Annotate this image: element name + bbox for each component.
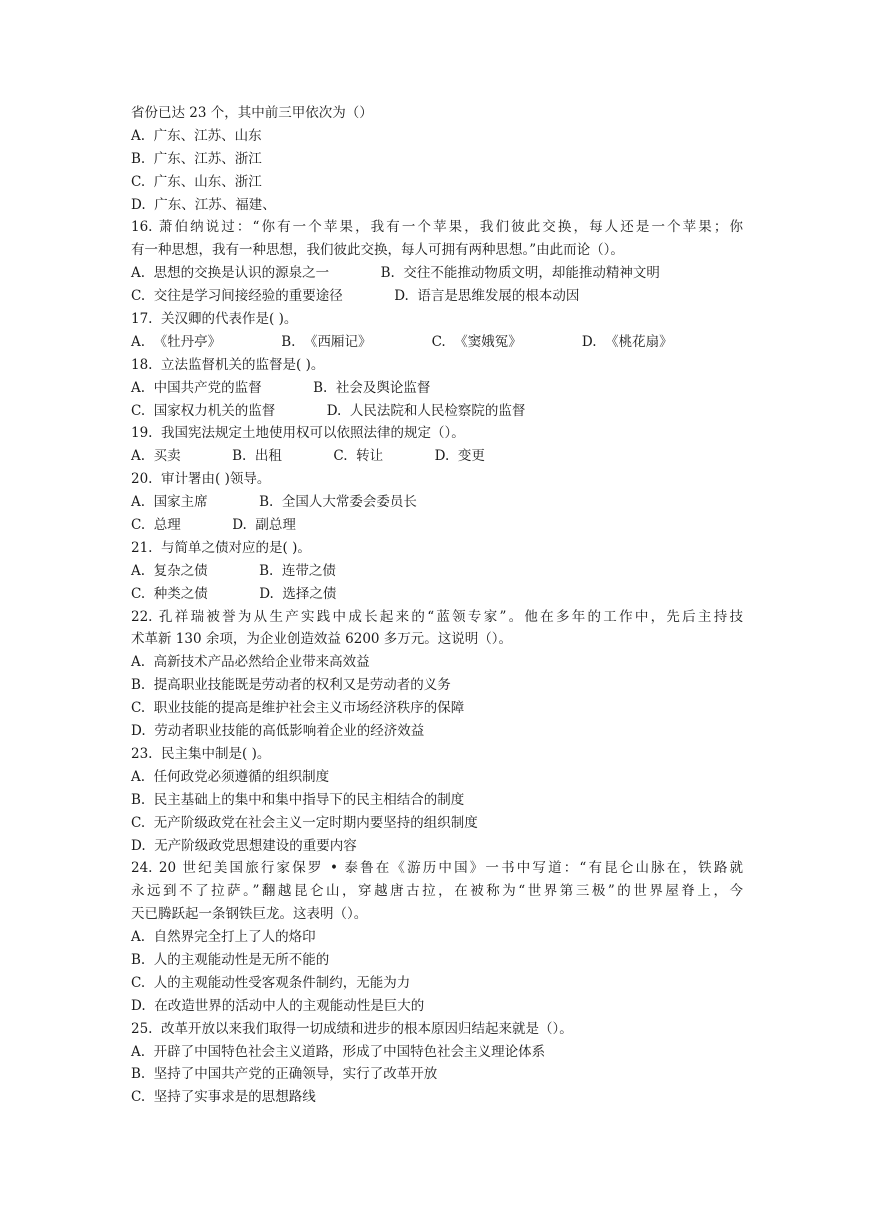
question-text: 21. 与简单之债对应的是( )。 (131, 539, 311, 556)
question-text: 术革新 130 余项，为企业创造效益 6200 多万元。这说明（）。 (131, 631, 513, 648)
answer-option: A. 买卖 B. 出租 C. 转让 D. 变更 (131, 448, 485, 465)
answer-option: A. 广东、江苏、山东 (131, 127, 262, 144)
answer-option: C. 人的主观能动性受客观条件制约，无能为力 (131, 974, 411, 991)
answer-option: C. 国家权力机关的监督 D. 人民法院和人民检察院的监督 (131, 402, 526, 419)
answer-option: A. 思想的交换是认识的源泉之一 B. 交往不能推动物质文明，却能推动精神文明 (131, 265, 660, 282)
answer-option: D. 在改造世界的活动中人的主观能动性是巨大的 (131, 997, 425, 1014)
answer-option: A. 开辟了中国特色社会主义道路，形成了中国特色社会主义理论体系 (131, 1043, 546, 1060)
answer-option: A. 中国共产党的监督 B. 社会及舆论监督 (131, 379, 431, 396)
question-text: 16. 萧伯纳说过：“你有一个苹果，我有一个苹果，我们彼此交换，每人还是一个苹果；你 (131, 219, 743, 236)
question-text: 20. 审计署由( )领导。 (131, 471, 271, 488)
answer-option: A. 复杂之债 B. 连带之债 (131, 562, 336, 579)
answer-option: B. 人的主观能动性是无所不能的 (131, 951, 330, 968)
question-text: 24. 20 世纪美国旅行家保罗 • 泰鲁在《游历中国》一书中写道：“有昆仑山脉在，铁路就 (131, 860, 743, 877)
answer-option: A. 任何政党必须遵循的组织制度 (131, 768, 330, 785)
answer-option: A. 《牡丹亭》 B. 《西厢记》 C. 《窦娥冤》 D. 《桃花扇》 (131, 333, 673, 350)
answer-option: B. 提高职业技能既是劳动者的权利又是劳动者的义务 (131, 677, 451, 694)
answer-option: C. 坚持了实事求是的思想路线 (131, 1089, 316, 1106)
question-text: 18. 立法监督机关的监督是( )。 (131, 356, 325, 373)
question-text: 省份已达 23 个，其中前三甲依次为（） (131, 105, 373, 121)
question-text: 天已腾跃起一条钢铁巨龙。这表明（）。 (131, 906, 368, 923)
question-text: 有一种思想，我有一种思想，我们彼此交换，每人可拥有两种思想。”由此而论（）。 (131, 242, 624, 259)
question-text: 22. 孔祥瑞被誉为从生产实践中成长起来的“蓝领专家”。他在多年的工作中，先后主持技 (131, 608, 743, 625)
exam-page (131, 102, 743, 1109)
answer-option: B. 民主基础上的集中和集中指导下的民主相结合的制度 (131, 791, 465, 808)
answer-option: C. 总理 D. 副总理 (131, 517, 296, 534)
question-text: 23. 民主集中制是( )。 (131, 745, 271, 762)
answer-option: D. 无产阶级政党思想建设的重要内容 (131, 837, 357, 854)
answer-option: C. 交往是学习间接经验的重要途径 D. 语言是思维发展的根本动因 (131, 288, 580, 305)
question-text: 19. 我国宪法规定土地使用权可以依照法律的规定（）。 (131, 425, 465, 442)
answer-option: C. 无产阶级政党在社会主义一定时期内要坚持的组织制度 (131, 814, 478, 831)
answer-option: C. 职业技能的提高是维护社会主义市场经济秩序的保障 (131, 700, 465, 717)
answer-option: D. 劳动者职业技能的高低影响着企业的经济效益 (131, 723, 425, 740)
answer-option: A. 高新技术产品必然给企业带来高效益 (131, 654, 370, 671)
question-text: 17. 关汉卿的代表作是( )。 (131, 311, 298, 328)
answer-option: D. 广东、江苏、福建、 (131, 196, 276, 213)
answer-option: B. 广东、江苏、浙江 (131, 150, 262, 167)
answer-option: C. 种类之债 D. 选择之债 (131, 585, 337, 602)
answer-option: C. 广东、山东、浙江 (131, 173, 262, 190)
question-text: 永远到不了拉萨。”翻越昆仑山，穿越唐古拉，在被称为“世界第三极”的世界屋脊上，今 (131, 883, 743, 900)
answer-option: A. 自然界完全打上了人的烙印 (131, 929, 316, 946)
question-text: 25. 改革开放以来我们取得一切成绩和进步的根本原因归结起来就是（）。 (131, 1020, 573, 1037)
answer-option: A. 国家主席 B. 全国人大常委会委员长 (131, 494, 417, 511)
answer-option: B. 坚持了中国共产党的正确领导，实行了改革开放 (131, 1066, 438, 1083)
